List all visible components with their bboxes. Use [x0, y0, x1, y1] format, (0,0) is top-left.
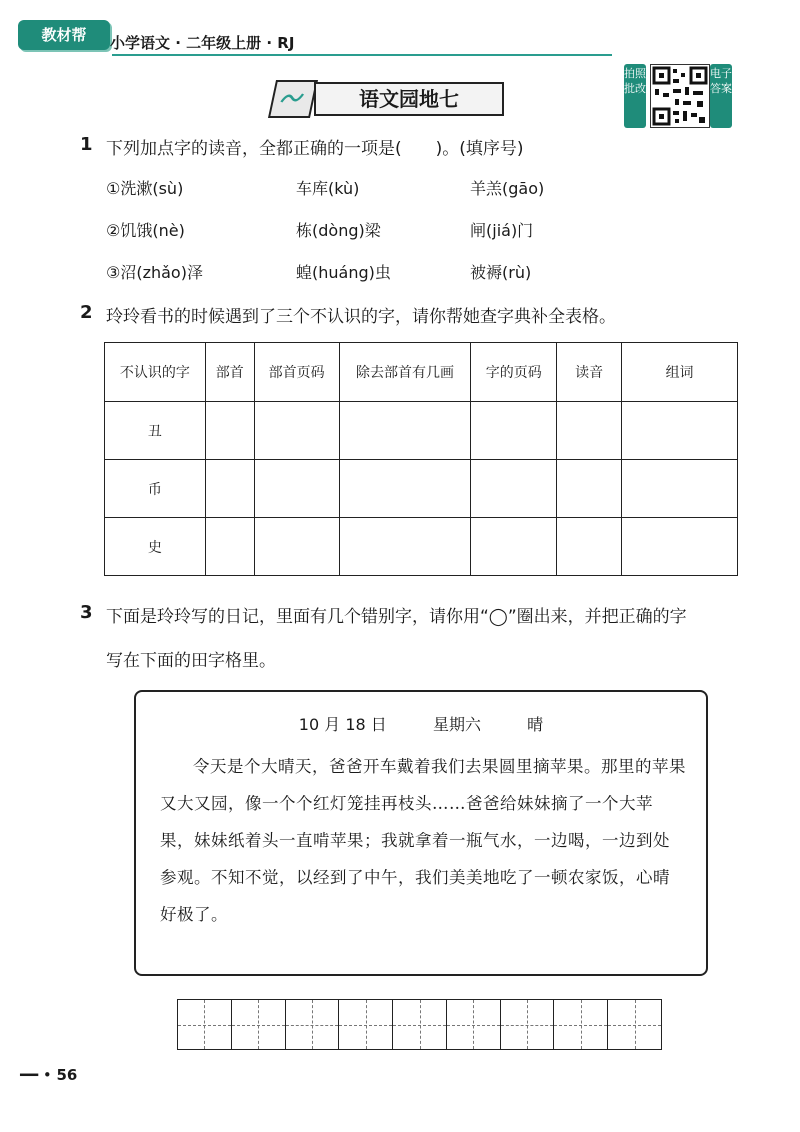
table-header-cell: 读音 [557, 343, 622, 402]
answer-cell[interactable] [339, 460, 471, 518]
answer-cell[interactable] [205, 460, 254, 518]
brand-badge: 教材帮 [18, 20, 110, 50]
q1-option: 被褥(rù) [470, 263, 532, 282]
answer-cell[interactable] [205, 518, 254, 576]
table-row [105, 460, 738, 518]
table-header-cell: 字的页码 [471, 343, 557, 402]
q1-text: 下列加点字的读音，全都正确的一项是( )。(填序号) [106, 139, 524, 159]
answer-cell[interactable] [339, 518, 471, 576]
answer-cell[interactable] [557, 518, 622, 576]
grid-cell[interactable] [501, 1000, 555, 1049]
answer-cell[interactable] [471, 402, 557, 460]
grid-cell[interactable] [554, 1000, 608, 1049]
section-title-banner [272, 80, 508, 116]
q1-option: 车库(kù) [296, 179, 360, 198]
q1-option: ②饥饿(nè) [106, 221, 185, 240]
diary-date: 10 月 18 日 [298, 715, 387, 734]
table-header-cell: 部首 [205, 343, 254, 402]
answer-cell[interactable] [622, 460, 738, 518]
answer-cell[interactable] [339, 402, 471, 460]
answer-cell[interactable] [557, 460, 622, 518]
table-row [105, 518, 738, 576]
q1-option: 栋(dòng)梁 [296, 221, 381, 240]
answer-cell[interactable] [557, 402, 622, 460]
answer-cell[interactable] [471, 518, 557, 576]
answer-cell[interactable] [622, 402, 738, 460]
answer-cell[interactable] [622, 518, 738, 576]
tian-zi-ge-grid[interactable] [177, 999, 662, 1050]
page-number: ━━ • 56 [20, 1066, 78, 1084]
diary-weather: 晴 [527, 715, 544, 734]
unknown-char-cell: 史 [105, 518, 206, 576]
book-subtitle: 小学语文 · 二年级上册 · RJ [110, 34, 295, 52]
answer-cell[interactable] [471, 460, 557, 518]
table-header-cell: 除去部首有几画 [339, 343, 471, 402]
q1-number: 1 [80, 134, 93, 155]
q1-option: ③沼(zhǎo)泽 [106, 263, 203, 282]
wave-icon [279, 90, 306, 106]
diary-box [134, 690, 708, 976]
diary-text[interactable]: 令天是个大晴天，爸爸开车戴着我们去果圆里摘苹果。那里的苹果又大又园，像一个个红灯笼挂再枝头……爸爸给妹妹摘了一个大苹果，妹妹纸着头一直啃苹果；我就拿着一瓶气水，一边喝，一边到处参观。不知不觉，以经到了中午，我们美美地吃了一顿农家饭，心晴好极了。 [160, 757, 686, 924]
qr-block[interactable] [624, 62, 732, 132]
header-rule [112, 54, 612, 56]
q1-option: 羊羔(gāo) [470, 179, 545, 198]
q2-text: 玲玲看书的时候遇到了三个不认识的字，请你帮她查字典补全表格。 [106, 307, 616, 327]
table-header-cell: 组词 [622, 343, 738, 402]
page-title: 语文园地七 [314, 82, 504, 116]
qr-right-label: 电子答案 [710, 64, 732, 128]
answer-cell[interactable] [254, 518, 339, 576]
qr-left-label: 拍照批改 [624, 64, 646, 128]
diary-header [136, 712, 706, 735]
dictionary-table [104, 342, 738, 576]
grid-cell[interactable] [286, 1000, 340, 1049]
q3-text-line2: 写在下面的田字格里。 [106, 651, 276, 671]
diary-weekday: 星期六 [432, 715, 481, 734]
page-number-value: 56 [56, 1066, 78, 1084]
grid-cell[interactable] [232, 1000, 286, 1049]
answer-cell[interactable] [205, 402, 254, 460]
grid-cell[interactable] [178, 1000, 232, 1049]
table-header-cell: 部首页码 [254, 343, 339, 402]
q3-text-line1: 下面是玲玲写的日记，里面有几个错别字，请你用“◯”圈出来，并把正确的字 [106, 607, 687, 627]
table-header-row [105, 343, 738, 402]
table-header-cell: 不认识的字 [105, 343, 206, 402]
grid-cell[interactable] [608, 1000, 661, 1049]
grid-cell[interactable] [393, 1000, 447, 1049]
q3-number: 3 [80, 602, 93, 623]
table-row [105, 402, 738, 460]
qr-code-icon[interactable] [650, 64, 710, 128]
q1-option: 蝗(huáng)虫 [296, 263, 391, 282]
q1-option: ①洗漱(sù) [106, 179, 184, 198]
grid-cell[interactable] [339, 1000, 393, 1049]
q1-option: 闸(jiá)门 [470, 221, 534, 240]
title-badge [268, 80, 318, 118]
unknown-char-cell: 丑 [105, 402, 206, 460]
grid-cell[interactable] [447, 1000, 501, 1049]
q2-number: 2 [80, 302, 93, 323]
answer-cell[interactable] [254, 402, 339, 460]
answer-cell[interactable] [254, 460, 339, 518]
unknown-char-cell: 币 [105, 460, 206, 518]
